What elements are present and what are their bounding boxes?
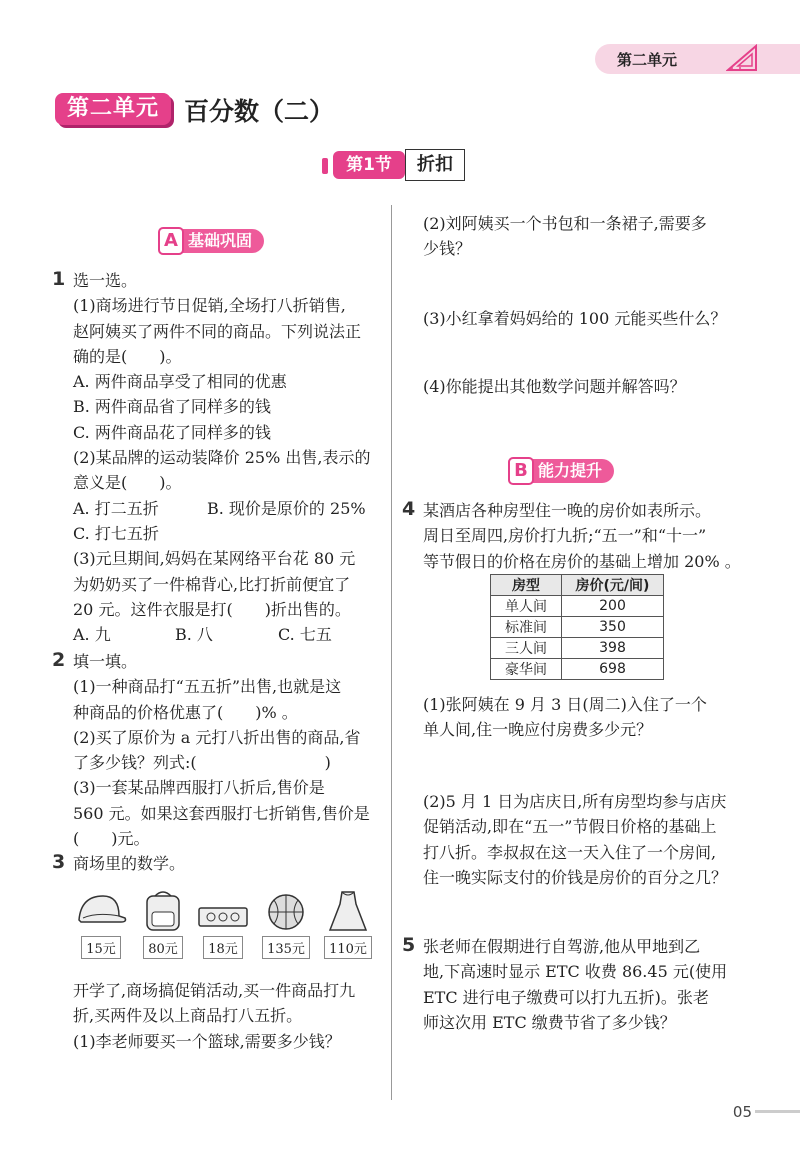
table-cell: 350 — [562, 617, 664, 638]
level-b-letter: B — [508, 457, 534, 485]
table-header: 房型 — [491, 575, 562, 596]
unit-tab-label: 第二单元 — [617, 51, 678, 69]
q1-3-option-a: A. 九 — [73, 625, 111, 645]
q3-intro: 商场里的数学。 — [73, 854, 186, 873]
q3-line: 少钱？ — [423, 239, 472, 259]
table-cell: 豪华间 — [491, 659, 562, 680]
level-a-banner — [158, 227, 278, 253]
q3-text-block — [73, 978, 388, 1054]
q1-line: 选一选。 — [73, 271, 138, 290]
q3-sub2 — [423, 211, 743, 262]
product-cap — [73, 888, 129, 959]
basketball-icon — [258, 888, 314, 932]
product-backpack — [135, 888, 191, 959]
level-b-label: 能力提升 — [524, 459, 614, 483]
table-cell: 200 — [562, 596, 664, 617]
q4-line: 单人间,住一晚应付房费多少元？ — [423, 720, 653, 740]
section-title-text: 折扣 — [417, 154, 453, 175]
q2-line: 种商品的价格优惠了( )% 。 — [73, 702, 298, 722]
section-badge-text: 第1节 — [346, 155, 392, 175]
level-b-banner — [508, 457, 628, 483]
q3-sub4: (4)你能提出其他数学问题并解答吗？ — [423, 377, 686, 396]
q2-line: 填一填。 — [73, 652, 138, 671]
cap-icon — [73, 888, 129, 932]
q4-sub2 — [423, 789, 753, 890]
q2-line: 了多少钱？列式:( ) — [73, 753, 331, 773]
q1-line: 确的是( )。 — [73, 346, 182, 366]
q3-sub3: (3)小红拿着妈妈给的 100 元能买些什么？ — [423, 309, 727, 328]
q3-line: (1)李老师要买一个篮球,需要多少钱？ — [73, 1031, 341, 1051]
product-basketball — [258, 888, 314, 959]
unit-tab — [595, 44, 800, 74]
q4-line: 住一晚实际支付的价钱是房价的百分之几？ — [423, 867, 728, 887]
table-row — [491, 638, 664, 659]
q4-line: (2)5 月 1 日为店庆日,所有房型均参与店庆 — [423, 792, 727, 811]
dress-icon — [320, 888, 376, 932]
product-price: 135元 — [262, 936, 310, 959]
product-price: 80元 — [143, 936, 183, 959]
table-row — [491, 659, 664, 680]
table-row — [491, 617, 664, 638]
section-badge — [333, 151, 405, 179]
product-pencil-case — [195, 888, 251, 959]
q2-line: ( )元。 — [73, 829, 150, 849]
section-title — [405, 149, 465, 181]
table-header-row — [491, 575, 664, 596]
q1-line: 赵阿姨买了两件不同的商品。下列说法正 — [73, 321, 362, 341]
q1-3-option-b: B. 八 — [175, 625, 213, 645]
q4-line: 打八折。李叔叔在这一天入住了一个房间, — [423, 842, 717, 862]
q1-line: C. 两件商品花了同样多的钱 — [73, 422, 271, 442]
question-2-block — [73, 649, 388, 851]
product-price: 15元 — [81, 936, 121, 959]
question-5-number: 5 — [402, 934, 416, 956]
footer-line — [755, 1110, 800, 1113]
q1-line: (2)某品牌的运动装降价 25% 出售,表示的 — [73, 448, 371, 468]
question-3-number: 3 — [52, 851, 66, 873]
q4-line: (1)张阿姨在 9 月 3 日(周二)入住了一个 — [423, 695, 707, 714]
q4-line: 等节假日的价格在房价的基础上增加 20% 。 — [423, 551, 741, 571]
unit-title: 百分数（二） — [184, 97, 335, 126]
q1-line: 20 元。这件衣服是打( )折出售的。 — [73, 599, 351, 619]
q3-line: 开学了,商场搞促销活动,买一件商品打九 — [73, 981, 356, 1000]
product-dress — [320, 888, 376, 959]
q2-line: (3)一套某品牌西服打八折后,售价是 — [73, 778, 325, 798]
q1-line: (1)商场进行节日促销,全场打八折销售, — [73, 296, 346, 316]
section-decoration — [322, 158, 328, 174]
unit-badge-text: 第二单元 — [66, 96, 159, 121]
q2-line: (1)一种商品打“五五折”出售,也就是这 — [73, 677, 342, 697]
q2-line: (2)买了原价为 a 元打八折出售的商品,省 — [73, 727, 361, 747]
q1-line: (3)元旦期间,妈妈在某网络平台花 80 元 — [73, 549, 356, 569]
table-cell: 398 — [562, 638, 664, 659]
ruler-triangle-icon — [726, 44, 760, 74]
pencil-case-icon — [195, 888, 251, 932]
table-header: 房价(元/间) — [562, 575, 664, 596]
table-cell: 单人间 — [491, 596, 562, 617]
question-5-block — [423, 934, 753, 1035]
q5-line: 师这次用 ETC 缴费节省了多少钱？ — [423, 1012, 676, 1032]
q4-sub1 — [423, 692, 753, 743]
q1-line: B. 两件商品省了同样多的钱 — [73, 397, 271, 417]
question-4-number: 4 — [402, 498, 416, 520]
question-1-block — [73, 268, 388, 647]
unit-badge — [55, 93, 171, 125]
question-2-number: 2 — [52, 649, 66, 671]
table-cell: 698 — [562, 659, 664, 680]
level-a-label: 基础巩固 — [174, 229, 264, 253]
question-1-number: 1 — [52, 268, 66, 290]
q3-line: (2)刘阿姨买一个书包和一条裙子,需要多 — [423, 214, 707, 233]
q1-line: 为奶奶买了一件棉背心,比打折前便宜了 — [73, 574, 351, 594]
product-price: 110元 — [324, 936, 372, 959]
q3-line: 折,买两件及以上商品打八五折。 — [73, 1006, 303, 1026]
product-price: 18元 — [203, 936, 243, 959]
q5-line: 张老师在假期进行自驾游,他从甲地到乙 — [423, 937, 701, 956]
column-divider — [391, 205, 392, 1100]
question-4-block — [423, 498, 753, 574]
q1-2-option-c: C. 打七五折 — [73, 523, 159, 543]
q1-2-option-a: A. 打二五折 — [73, 498, 159, 518]
q1-2-option-b: B. 现价是原价的 25% — [207, 498, 366, 518]
q4-line: 某酒店各种房型住一晚的房价如表所示。 — [423, 501, 712, 520]
table-cell: 三人间 — [491, 638, 562, 659]
q1-line: A. 两件商品享受了相同的优惠 — [73, 372, 287, 392]
q1-line: 意义是( )。 — [73, 473, 182, 493]
q4-line: 周日至周四,房价打九折;“五一”和“十一” — [423, 526, 707, 546]
room-price-table — [490, 574, 664, 680]
q1-3-option-c: C. 七五 — [278, 625, 332, 645]
page-number: 05 — [732, 1103, 752, 1121]
table-cell: 标准间 — [491, 617, 562, 638]
q5-line: 地,下高速时显示 ETC 收费 86.45 元(使用 — [423, 962, 728, 982]
q2-line: 560 元。如果这套西服打七折销售,售价是 — [73, 803, 370, 823]
q5-line: ETC 进行电子缴费可以打九五折)。张老 — [423, 987, 709, 1007]
table-row — [491, 596, 664, 617]
q4-line: 促销活动,即在“五一”节假日价格的基础上 — [423, 817, 717, 837]
backpack-icon — [135, 888, 191, 932]
level-a-letter: A — [158, 227, 184, 255]
